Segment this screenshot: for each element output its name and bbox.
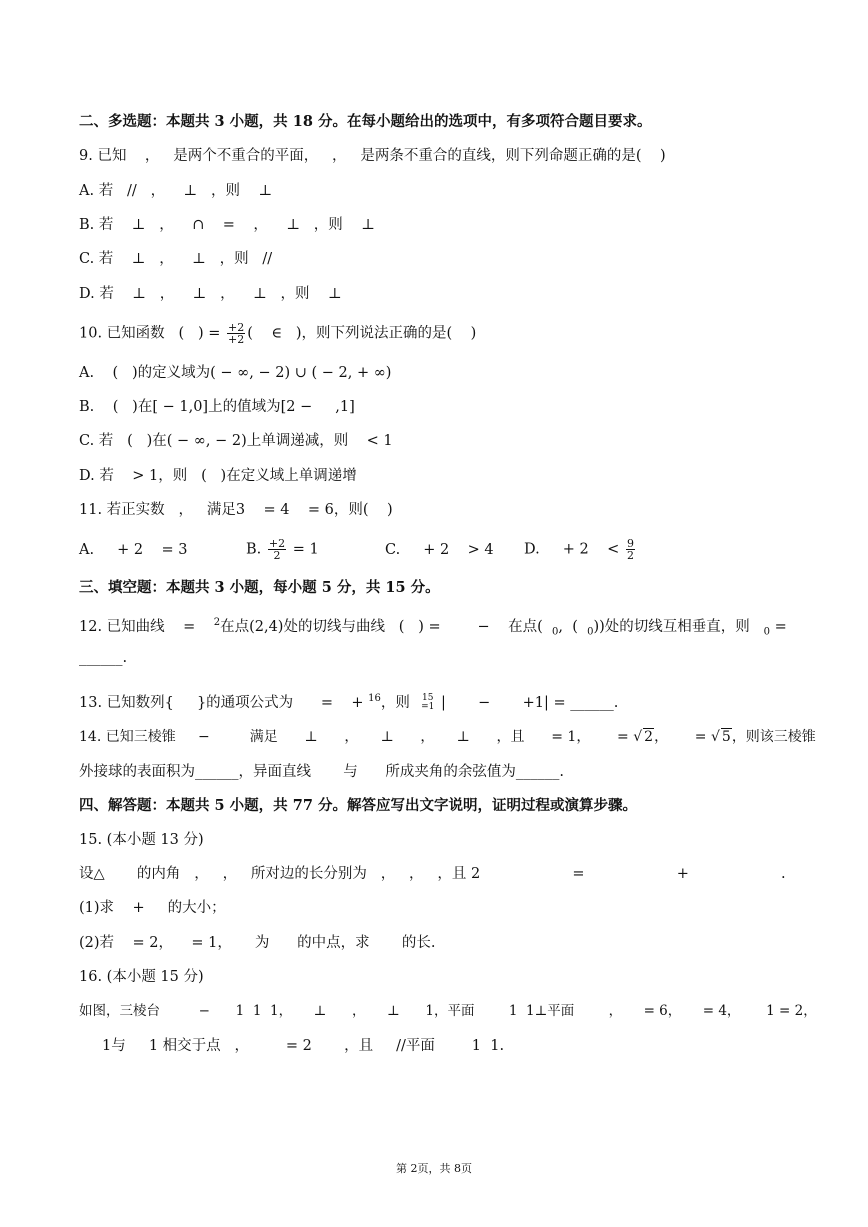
question-14-mid: ， = xyxy=(654,729,711,745)
question-9-option-a: A. 若 // ， ⊥ ，则 ⊥ xyxy=(79,183,282,199)
question-11-option-d-pre: D. + 2 < xyxy=(524,541,624,558)
question-10-option-b: B. ( )在[ − 1,0]上的值域为[2 − ,1] xyxy=(79,399,355,415)
question-11-option-b xyxy=(246,538,319,561)
question-13-post: | − +1| = ______. xyxy=(436,694,619,711)
question-12-line-1 xyxy=(79,613,787,643)
question-16-title: 16. (本小题 15 分) xyxy=(79,969,204,985)
section-heading-fill-in: 三、填空题：本题共 3 小题，每小题 5 分，共 15 分。 xyxy=(79,579,440,596)
question-12-part-d: ))处的切线互相垂直，则 xyxy=(593,618,764,635)
question-9-option-b: B. 若 ⊥ ， ∩ = ， ⊥ ，则 ⊥ xyxy=(79,217,385,233)
question-11-option-d xyxy=(524,538,637,561)
question-11-option-b-fraction xyxy=(268,538,286,561)
page-footer: 第 2页，共 8页 xyxy=(396,1162,472,1175)
question-12-subscript-3: 0 xyxy=(763,626,770,638)
question-14-sqrt-2: 5 xyxy=(721,729,731,745)
question-14-line-2: 外接球的表面积为______，异面直线 与 所成夹角的余弦值为______. xyxy=(79,764,565,780)
question-11-stem: 11. 若正实数 ， 满足3 = 4 = 6，则( ) xyxy=(79,502,393,518)
question-14-sqrt-1: 2 xyxy=(644,729,654,745)
question-14-post: ，则该三棱锥 xyxy=(731,729,816,745)
question-11-option-b-denominator: 2 xyxy=(273,549,281,562)
question-10-stem-pre: 10. 已知函数 ( ) = xyxy=(79,325,226,342)
question-11-option-b-post: = 1 xyxy=(288,541,319,558)
question-12-part-c: , ( xyxy=(558,618,588,635)
question-15-title: 15. (本小题 13 分) xyxy=(79,832,204,848)
question-10-option-c: C. 若 ( )在( − ∞, − 2)上单调递减，则 < 1 xyxy=(79,433,393,449)
question-10-option-d: D. 若 > 1，则 ( )在定义域上单调递增 xyxy=(79,468,357,484)
question-10-fraction xyxy=(227,322,245,345)
question-13-summation xyxy=(421,694,434,712)
question-10-stem xyxy=(79,322,476,345)
question-15-part-1: (1)求 + 的大小； xyxy=(79,900,226,916)
question-10-fraction-numerator: +2 xyxy=(228,321,245,334)
section-heading-multiple-choice: 二、多选题：本题共 3 小题，共 18 分。在每小题给出的选项中，有多项符合题目要求。 xyxy=(79,113,652,130)
question-11-option-b-numerator: +2 xyxy=(268,537,286,550)
question-10-stem-post: ( ∈ )，则下列说法正确的是( ) xyxy=(247,325,477,342)
question-13 xyxy=(79,689,618,713)
section-heading-solutions: 四、解答题：本题共 5 小题，共 77 分。解答应写出文字说明，证明过程或演算步骤。 xyxy=(79,797,637,814)
question-13-mid: ，则 xyxy=(380,694,420,711)
question-11-option-a: A. + 2 = 3 xyxy=(79,542,188,558)
question-9-option-d: D. 若 ⊥ ， ⊥ ， ⊥ ，则 ⊥ xyxy=(79,286,351,302)
question-9-option-c: C. 若 ⊥ ， ⊥ ，则 // xyxy=(79,251,282,267)
question-10-fraction-denominator: +2 xyxy=(228,333,245,346)
question-16-line-1: 如图，三棱台 − 1 1 1， ⊥ ， ⊥ 1，平面 1 1⊥平面 ， = 6， = 4， 1 = 2， xyxy=(79,1003,817,1019)
question-11-option-d-denominator: 2 xyxy=(626,549,634,562)
question-13-superscript: 16 xyxy=(368,693,381,704)
question-11-option-c: C. + 2 > 4 xyxy=(385,542,494,558)
question-12-part-e: = xyxy=(769,618,787,635)
question-15-line-1: 设△ 的内角 ， ， 所对边的长分别为 ， ， ，且 2 = + . xyxy=(79,866,786,882)
question-11-option-d-numerator: 9 xyxy=(626,537,634,550)
question-12-part-b: 在点(2,4)处的切线与曲线 ( ) = − 在点( xyxy=(220,618,553,635)
question-12-subscript-1: 0 xyxy=(552,626,559,638)
question-9-stem: 9. 已知 ， 是两个不重合的平面， ， 是两条不重合的直线，则下列命题正确的是( ) xyxy=(79,148,666,164)
question-12-subscript-2: 0 xyxy=(587,626,594,638)
question-12-line-2: ______. xyxy=(79,650,128,666)
question-13-pre: 13. 已知数列{ }的通项公式为 = + xyxy=(79,694,369,711)
question-12-part-a: 12. 已知曲线 = xyxy=(79,618,214,635)
question-15-part-2: (2)若 = 2， = 1， 为 的中点，求 的长. xyxy=(79,935,436,951)
question-16-line-2: 1与 1 相交于点 ， = 2 ，且 //平面 1 1. xyxy=(79,1038,505,1054)
question-14-pre: 14. 已知三棱锥 − 满足 ⊥ ， ⊥ ， ⊥ ，且 = 1， = xyxy=(79,729,634,745)
question-13-sum-upper: 15 xyxy=(422,692,434,703)
question-11-option-b-pre: B. xyxy=(246,541,266,558)
question-12-superscript: 2 xyxy=(213,617,221,628)
question-10-option-a: A. ( )的定义域为( − ∞, − 2) ∪ ( − 2, + ∞) xyxy=(79,365,392,381)
question-13-sum-lower: =1 xyxy=(421,701,435,712)
question-11-option-d-fraction xyxy=(626,538,635,561)
question-14-line-1: 14. 已知三棱锥 − 满足 ⊥ ， ⊥ ， ⊥ ，且 = 1， = √ 2， = √ 5，则该三棱锥 xyxy=(79,729,816,745)
